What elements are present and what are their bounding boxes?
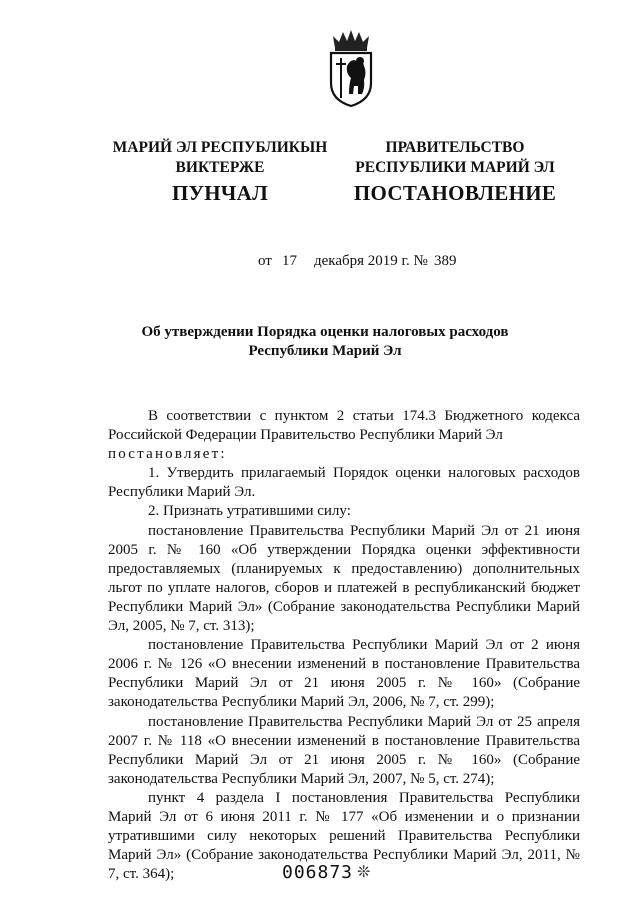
security-mark-icon: ❊ bbox=[357, 864, 371, 881]
date-month-year: декабря 2019 г. № bbox=[314, 253, 428, 269]
body-para-4: пункт 4 раздела I постановления Правительства Республики Марий Эл от 6 июня 2011 г. № 177 «Об изменении и о признании утратившими силу некоторых решений Правительства Республики Марий Эл» (Собрание законодательства Республики Марий Эл, 2011, № 7, ст. 364); bbox=[108, 789, 580, 883]
document-title bbox=[100, 323, 550, 361]
header-right-line1: ПРАВИТЕЛЬСТВО bbox=[385, 139, 525, 156]
body-intro: В соответствии с пунктом 2 статьи 174.3 Бюджетного кодекса Российской Федерации Правительство Республики Марий Эл bbox=[108, 408, 580, 444]
body-para-1: постановление Правительства Республики Марий Эл от 21 июня 2005 г. № 160 «Об утверждении Порядка оценки эффективности предоставляемых (планируемых к предоставлению) дополнительных льгот по уплате налогов, сборов и платежей в республиканский бюджет Республики Марий Эл» (Собрание законодательства Республики Марий Эл, 2005, № 7, ст. 313); bbox=[108, 522, 580, 635]
body-para-3: постановление Правительства Республики Марий Эл от 25 апреля 2007 г. № 118 «О внесении изменений в постановление Правительства Республики Марий Эл от 21 июня 2005 г. № 160» (Собрание законодательства Республики Марий Эл, 2007, № 5, ст. 274); bbox=[108, 713, 580, 787]
header-left-line1: МАРИЙ ЭЛ РЕСПУБЛИКЫН bbox=[112, 139, 328, 156]
title-line2: Республики Марий Эл bbox=[248, 343, 402, 359]
header-left-doc-type: ПУНЧАЛ bbox=[171, 181, 269, 205]
header-right-line2: РЕСПУБЛИКИ МАРИЙ ЭЛ bbox=[355, 159, 555, 176]
form-serial-number: 006873 bbox=[282, 862, 354, 883]
header-right-doc-type: ПОСТАНОВЛЕНИЕ bbox=[353, 181, 557, 205]
body-resolves: постановляет: bbox=[108, 446, 227, 463]
document-body bbox=[108, 407, 580, 884]
coat-of-arms-icon bbox=[327, 28, 375, 108]
header-left-line2: ВИКТЕРЖЕ bbox=[175, 159, 265, 176]
body-para-2: постановление Правительства Республики Марий Эл от 2 июня 2006 г. № 126 «О внесении изменений в постановление Правительства Республики Марий Эл от 21 июня 2005 г. № 160» (Собрание законодательства Республики Марий Эл, 2006, № 7, ст. 299); bbox=[108, 637, 580, 711]
body-item-2: 2. Признать утратившими силу: bbox=[148, 503, 351, 520]
date-day: 17 bbox=[282, 253, 297, 269]
title-line1: Об утверждении Порядка оценки налоговых расходов bbox=[141, 324, 509, 340]
document-number: 389 bbox=[434, 253, 457, 269]
date-prefix: от bbox=[258, 253, 272, 269]
body-item-1: 1. Утвердить прилагаемый Порядок оценки налоговых расходов Республики Марий Эл. bbox=[108, 465, 580, 501]
